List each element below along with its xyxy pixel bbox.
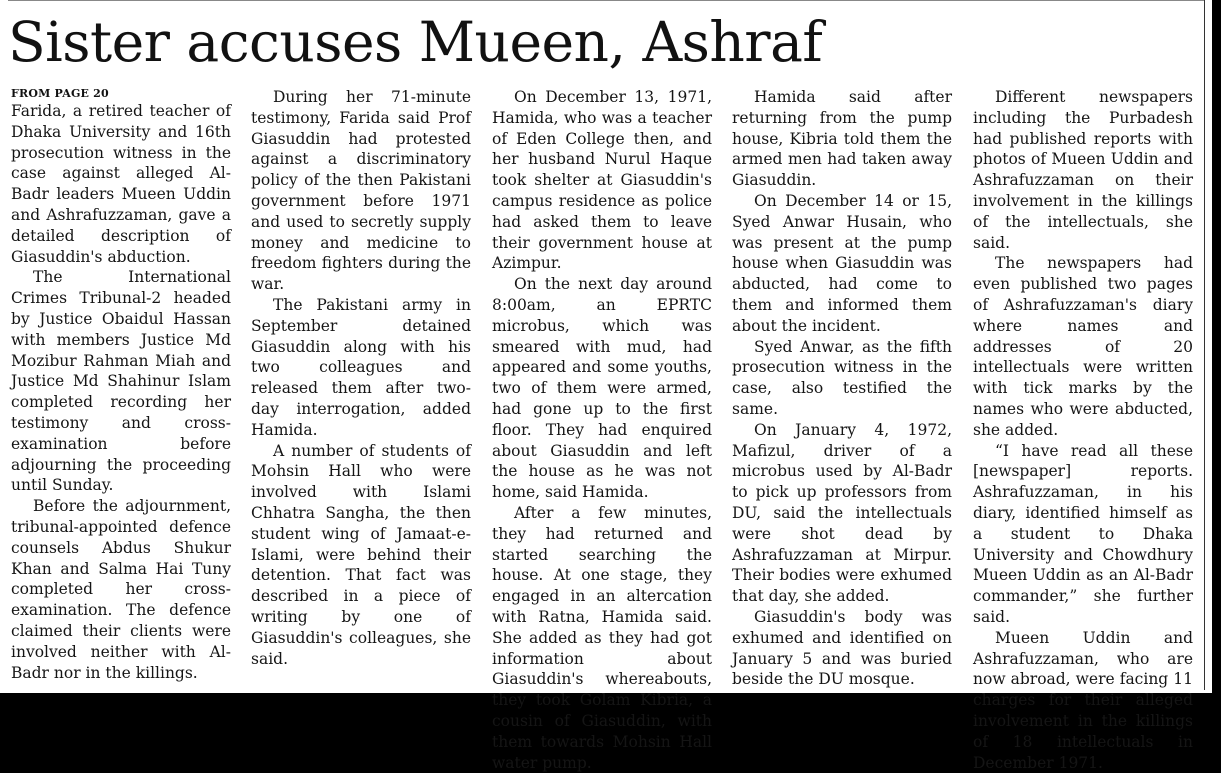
article-paragraph: On January 4, 1972, Mafizul, driver of a microbus used by Al-Badr to pick up professors from DU, said the intellectuals were shot dead by Ashrafuzzaman at Mirpur. Their bodies were exhumed that day, she added. xyxy=(732,420,952,606)
article-paragraph: Farida, a retired teacher of Dhaka University and 16th prosecution witness in the case against alleged Al-Badr leaders Mueen Uddin and Ashrafuzzaman, gave a detailed description of Giasuddin's abduction. xyxy=(11,102,231,266)
article-paragraph: The Pakistani army in September detained Giasuddin along with his two colleagues and released them after two-day interrogation, added Hamida. xyxy=(251,295,471,439)
article-paragraph: “I have read all these [newspaper] reports. Ashrafuzzaman, in his diary, identified himself as a student to Dhaka University and Chowdhury Mueen Uddin as an Al-Badr commander,” she further said. xyxy=(973,441,1193,626)
right-column-rule xyxy=(1204,0,1205,690)
article-paragraph: Different newspapers including the Purbadesh had published reports with photos of Mueen Uddin and Ashrafuzzaman on their involvement in the killings of the intellectuals, she said. xyxy=(973,88,1193,252)
article-column-1 xyxy=(11,87,231,693)
article-paragraph: Mueen Uddin and Ashrafuzzaman, who are now abroad, were facing 11 charges for their alleged involvement in the killings of 18 intellectuals in December 1971. xyxy=(973,628,1193,772)
article-column-5 xyxy=(973,87,1193,772)
article-paragraph: The newspapers had even published two pages of Ashrafuzzaman's diary where names and addresses of 20 intellectuals were written with tick marks by the names who were abducted, she added. xyxy=(973,254,1193,439)
article-paragraph: On December 13, 1971, Hamida, who was a teacher of Eden College then, and her husband Nurul Haque took shelter at Giasuddin's campus residence as police had asked them to leave their government house at Azimpur. xyxy=(492,88,712,273)
article-paragraph: After a few minutes, they had returned and started searching the house. At one stage, they engaged in an altercation with Ratna, Hamida said. She added as they had got information about Giasuddin's whereabouts, they took Golam Kibria, a cousin of Giasuddin, with them towards Mohsin Hall water pump. xyxy=(492,503,712,772)
top-rule xyxy=(8,0,1204,1)
article-paragraph: On December 14 or 15, Syed Anwar Husain, who was present at the pump house when Giasuddin was abducted, had come to them and informed them about the incident. xyxy=(732,191,952,335)
article-paragraph: On the next day around 8:00am, an EPRTC microbus, which was smeared with mud, had appeared and some youths, two of them were armed, had gone up to the first floor. They had enquired about Giasuddin and left the house as he was not home, said Hamida. xyxy=(492,275,712,502)
article-paragraph: Syed Anwar, as the fifth prosecution witness in the case, also testified the same. xyxy=(732,337,952,418)
article-column-4 xyxy=(732,87,952,693)
article-paragraph: A number of students of Mohsin Hall who were involved with Islami Chhatra Sangha, the then student wing of Jamaat-e-Islami, were behind their detention. That fact was described in a piece of writing by one of Giasuddin's colleagues, she said. xyxy=(251,441,471,668)
headline: Sister accuses Mueen, Ashraf xyxy=(8,10,823,74)
article-paragraph: The International Crimes Tribunal-2 headed by Justice Obaidul Hassan with members Justice Md Mozibur Rahman Miah and Justice Md Shahinur Islam completed recording her testimony and cross-examination before adjourning the proceeding until Sunday. xyxy=(11,268,231,495)
article-paragraph: Before the adjournment, tribunal-appointed defence counsels Abdus Shukur Khan and Salma Hai Tuny completed her cross-examination. The defence claimed their clients were involved neither with Al-Badr nor in the killings. xyxy=(11,497,231,682)
article-paragraph: Giasuddin's body was exhumed and identified on January 5 and was buried beside the DU mosque. xyxy=(732,607,952,689)
article-column-2 xyxy=(251,87,471,693)
article-paragraph: During her 71-minute testimony, Farida said Prof Giasuddin had protested against a discriminatory policy of the then Pakistani government before 1971 and used to secretly supply money and medicine to freedom fighters during the war. xyxy=(251,88,471,294)
article-column-3 xyxy=(492,87,712,772)
article-paragraph: Hamida said after returning from the pump house, Kibria told them the armed men had taken away Giasuddin. xyxy=(732,88,952,190)
jump-label: FROM PAGE 20 xyxy=(11,87,109,100)
